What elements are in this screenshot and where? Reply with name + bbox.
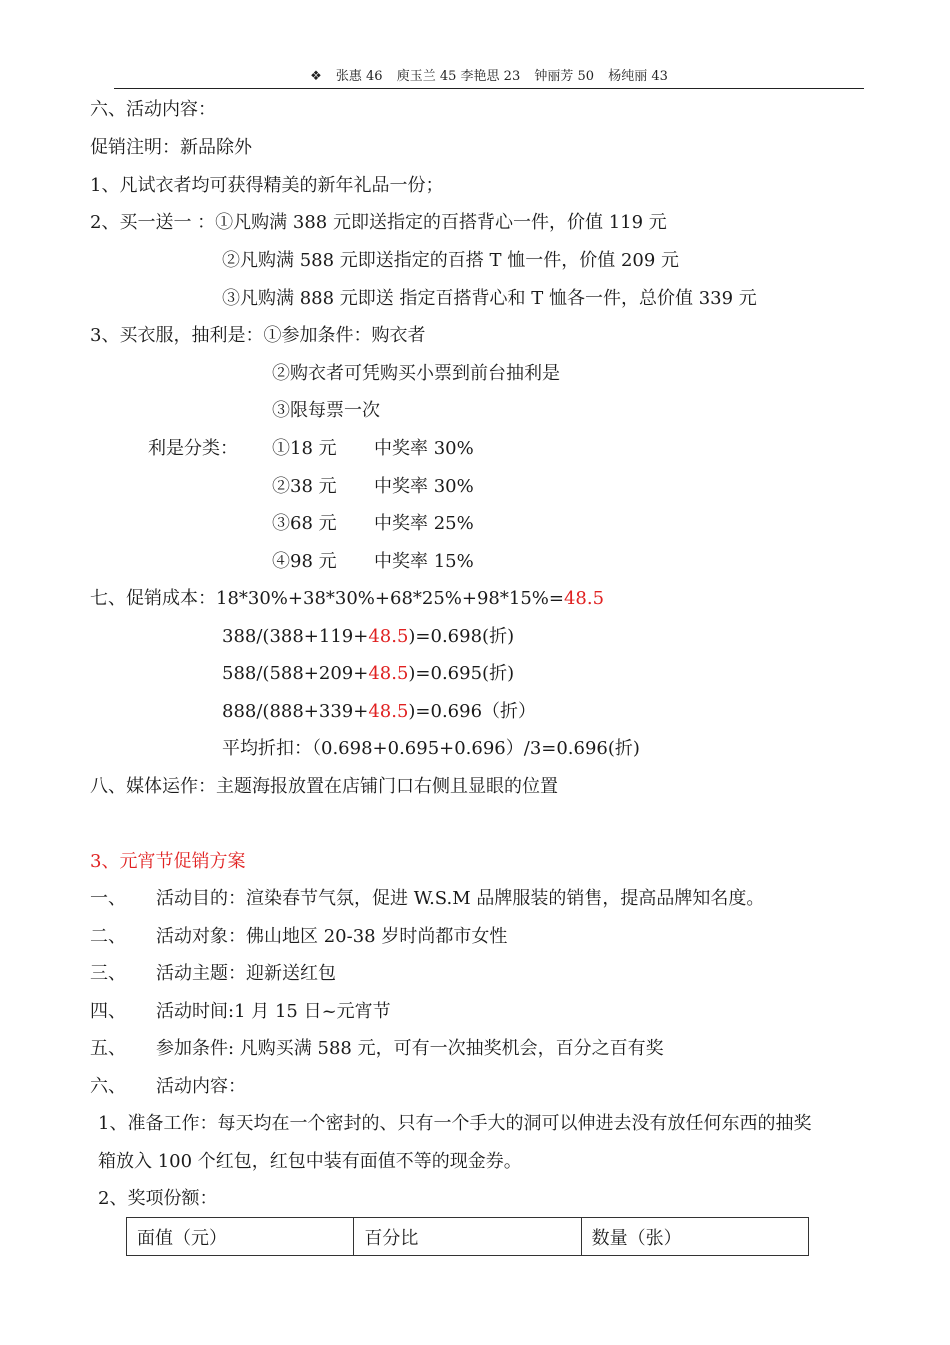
- section-title: 3、元宵节促销方案: [90, 851, 246, 872]
- numbered-item-num: 三、: [90, 963, 126, 984]
- table-header-cell: 面值（元）: [127, 1218, 354, 1256]
- header-author: 杨纯丽 43: [608, 69, 668, 84]
- list-item: ②凡购满 588 元即送指定的百搭 T 恤一件，价值 209 元: [222, 250, 680, 271]
- list-item: ③限每票一次: [272, 400, 380, 421]
- calc-part: )=0.695(折): [408, 663, 515, 684]
- prize-rate: 中奖率 15%: [374, 551, 474, 572]
- numbered-item-text: 参加条件: 凡购买满 588 元，可有一次抽奖机会，百分之百有奖: [156, 1038, 664, 1059]
- numbered-item-num: 四、: [90, 1001, 126, 1022]
- numbered-item-text: 活动主题：迎新送红包: [156, 963, 336, 984]
- calc-part: 388/(388+119+: [222, 626, 369, 647]
- table-header-cell: 数量（张）: [581, 1218, 808, 1256]
- promo-note: 促销注明：新品除外: [90, 137, 252, 158]
- calc-part: 588/(588+209+: [222, 663, 369, 684]
- numbered-item-text: 活动内容：: [156, 1076, 246, 1097]
- calc-highlight: 48.5: [368, 626, 409, 647]
- list-item: 2、买一送一 ：①凡购满 388 元即送指定的百搭背心一件，价值 119 元: [90, 212, 667, 233]
- media-operation: 八、媒体运作：主题海报放置在店铺门口右侧且显眼的位置: [90, 776, 558, 797]
- page-header: [114, 66, 864, 89]
- header-author: 张惠 46: [335, 69, 383, 84]
- prize-amount: ④98 元: [272, 551, 337, 572]
- paragraph-line: 1、准备工作：每天均在一个密封的、只有一个手大的洞可以伸进去没有放任何东西的抽奖: [98, 1113, 812, 1134]
- list-item: ②购衣者可凭购买小票到前台抽利是: [272, 363, 560, 384]
- calc-part: )=0.696（折）: [408, 701, 537, 722]
- discount-calc: [222, 625, 514, 649]
- table-header-row: [127, 1218, 809, 1256]
- promo-cost-line: [90, 587, 604, 611]
- prize-amount: ①18 元: [272, 438, 337, 459]
- numbered-item-num: 五、: [90, 1038, 126, 1059]
- prize-share-table: [126, 1217, 809, 1256]
- table-header-cell: 百分比: [354, 1218, 581, 1256]
- prize-amount: ③68 元: [272, 513, 337, 534]
- calc-part: )=0.698(折): [408, 626, 515, 647]
- calc-highlight: 48.5: [368, 701, 409, 722]
- header-bullet-icon: ❖: [310, 69, 322, 84]
- prize-rate: 中奖率 25%: [374, 513, 474, 534]
- calc-part: 888/(888+339+: [222, 701, 369, 722]
- cost-value: 48.5: [563, 588, 605, 609]
- subheading: 2、奖项份额：: [98, 1188, 218, 1209]
- section-heading: 六、活动内容：: [90, 99, 216, 120]
- prize-amount: ②38 元: [272, 476, 337, 497]
- numbered-item-text: 活动目的：渲染春节气氛，促进 W.S.M 品牌服装的销售，提高品牌知名度。: [156, 888, 765, 909]
- header-author: 庾玉兰 45 李艳思 23: [396, 69, 521, 84]
- numbered-item-num: 六、: [90, 1076, 126, 1097]
- numbered-item-num: 一、: [90, 888, 126, 909]
- numbered-item-num: 二、: [90, 926, 126, 947]
- prize-category-label: 利是分类：: [148, 438, 238, 459]
- calc-highlight: 48.5: [368, 663, 409, 684]
- numbered-item-text: 活动时间:1 月 15 日~元宵节: [156, 1001, 391, 1022]
- list-item: ③凡购满 888 元即送 指定百搭背心和 T 恤各一件，总价值 339 元: [222, 288, 757, 309]
- discount-calc: [222, 700, 536, 724]
- prize-rate: 中奖率 30%: [374, 438, 474, 459]
- list-item: 1、凡试衣者均可获得精美的新年礼品一份；: [90, 175, 444, 196]
- average-discount: 平均折扣：（0.698+0.695+0.696）/3=0.696(折): [222, 738, 640, 759]
- discount-calc: [222, 662, 514, 686]
- prize-rate: 中奖率 30%: [374, 476, 474, 497]
- cost-formula: 七、促销成本：18*30%+38*30%+68*25%+98*15%=: [90, 588, 564, 609]
- numbered-item-text: 活动对象：佛山地区 20-38 岁时尚都市女性: [156, 926, 508, 947]
- paragraph-line: 箱放入 100 个红包，红包中装有面值不等的现金券。: [98, 1151, 522, 1172]
- header-author: 钟丽芳 50: [534, 69, 595, 84]
- list-item: 3、买衣服，抽利是：①参加条件：购衣者: [90, 325, 426, 346]
